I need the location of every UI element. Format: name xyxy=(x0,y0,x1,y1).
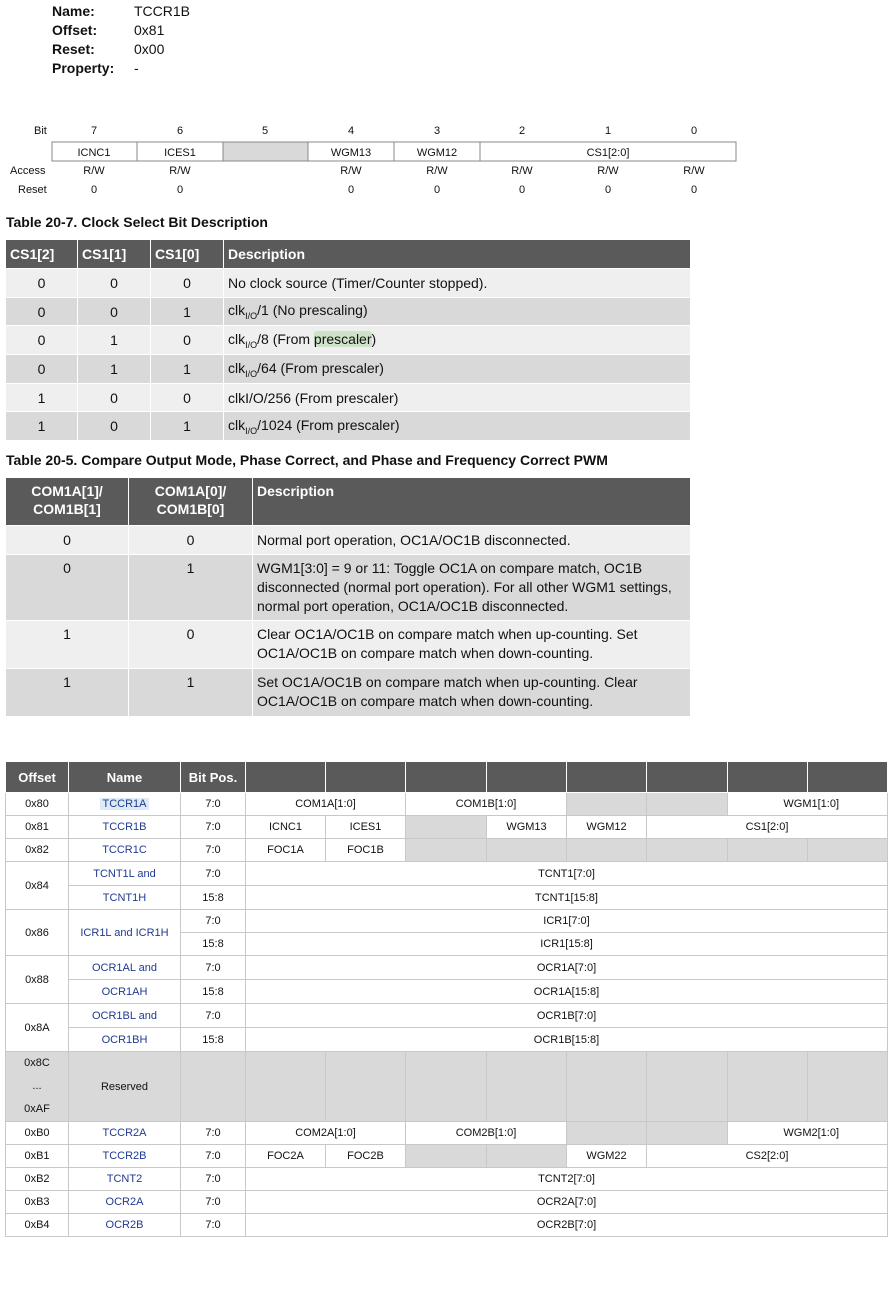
offset-cell: 0x8A xyxy=(6,1004,69,1052)
table-row xyxy=(6,1214,888,1237)
field-cell: WGM12 xyxy=(567,816,647,839)
table-row xyxy=(6,355,691,384)
bit-number-0: 0 xyxy=(690,125,698,137)
cell: 1 xyxy=(151,298,224,326)
table-row xyxy=(6,1168,888,1191)
table-header-row xyxy=(6,240,691,269)
cell: Normal port operation, OC1A/OC1B disconnected. xyxy=(253,526,691,555)
table-row xyxy=(6,956,888,980)
field-cell: WGM2[1:0] xyxy=(728,1122,888,1145)
access-label: Access xyxy=(10,165,46,177)
register-link-tcnt2[interactable]: TCNT2 xyxy=(69,1168,181,1191)
access-2: R/W xyxy=(511,165,533,177)
register-link-ocr1bh[interactable]: OCR1BH xyxy=(69,1028,181,1052)
bitpos-cell: 7:0 xyxy=(181,862,246,886)
field-cell: OCR2A[7:0] xyxy=(246,1191,888,1214)
cell: 0 xyxy=(6,526,129,555)
bitpos-cell: 7:0 xyxy=(181,1122,246,1145)
field-cell: WGM13 xyxy=(487,816,567,839)
col-header: Bit Pos. xyxy=(181,762,246,793)
cell-subscript: I/O xyxy=(245,368,258,379)
access-0: R/W xyxy=(683,165,705,177)
cell: 0 xyxy=(78,384,151,412)
field-cell: FOC1A xyxy=(246,839,326,862)
field-cell: CS2[2:0] xyxy=(647,1145,888,1168)
cell-text: /1024 (From prescaler) xyxy=(257,416,400,433)
bitpos-cell: 15:8 xyxy=(181,1028,246,1052)
col-header: Offset xyxy=(6,762,69,793)
register-link-tcnt1l[interactable]: TCNT1L and xyxy=(69,862,181,886)
bit-number-6: 6 xyxy=(176,125,184,137)
cell: 1 xyxy=(151,355,224,384)
field-cell: FOC1B xyxy=(326,839,406,862)
reset-4: 0 xyxy=(347,184,355,196)
cell: 1 xyxy=(151,412,224,441)
bit-diagram xyxy=(0,118,891,200)
table-row xyxy=(6,555,691,621)
register-link-ocr1bl[interactable]: OCR1BL and xyxy=(69,1004,181,1028)
access-7: R/W xyxy=(83,165,105,177)
cell: 0 xyxy=(78,298,151,326)
cell: 1 xyxy=(6,669,129,717)
cell: Clear OC1A/OC1B on compare match when up-counting. Set OC1A/OC1B on compare match when down-counting. xyxy=(253,621,691,669)
col-header: COM1A[0]/ COM1B[0] xyxy=(129,478,253,526)
field-cell: COM1B[1:0] xyxy=(406,793,567,816)
link-text[interactable]: TCCR1A xyxy=(102,798,147,810)
register-name: TCCR1B xyxy=(134,3,191,19)
col-header: COM1A[1]/ COM1B[1] xyxy=(6,478,129,526)
register-reset: 0x00 xyxy=(134,41,165,57)
reset-6: 0 xyxy=(176,184,184,196)
table-row xyxy=(6,384,691,412)
field-cell: TCNT2[7:0] xyxy=(246,1168,888,1191)
bitpos-cell: 7:0 xyxy=(181,1168,246,1191)
field-cell: ICES1 xyxy=(326,816,406,839)
offset-cell: 0xB0 xyxy=(6,1122,69,1145)
cell: 1 xyxy=(78,326,151,355)
reserved-label: Reserved xyxy=(69,1052,181,1122)
bit-field-cs1: CS1[2:0] xyxy=(586,147,630,159)
register-link-tccr1c[interactable]: TCCR1C xyxy=(69,839,181,862)
reset-label: Reset: xyxy=(52,41,95,57)
offset-cell: 0xB4 xyxy=(6,1214,69,1237)
table-row xyxy=(6,1191,888,1214)
bit-field-wgm12: WGM12 xyxy=(416,147,458,159)
table-row xyxy=(6,526,691,555)
field-cell: CS1[2:0] xyxy=(647,816,888,839)
clock-select-table xyxy=(5,239,691,441)
offset-cell xyxy=(6,1052,69,1122)
reset-3: 0 xyxy=(433,184,441,196)
reserved-cell xyxy=(567,839,647,862)
reset-7: 0 xyxy=(90,184,98,196)
access-1: R/W xyxy=(597,165,619,177)
bit-number-5: 5 xyxy=(261,125,269,137)
reserved-cell xyxy=(406,1145,487,1168)
register-link-icr1[interactable]: ICR1L and ICR1H xyxy=(69,910,181,956)
field-cell: WGM1[1:0] xyxy=(728,793,888,816)
offset-cell: 0x86 xyxy=(6,910,69,956)
cell: 0 xyxy=(6,326,78,355)
offset-end: 0xAF xyxy=(24,1103,50,1115)
table-row xyxy=(6,326,691,355)
bit-field-icnc1: ICNC1 xyxy=(77,147,111,159)
cell xyxy=(224,269,691,298)
register-link-ocr1al[interactable]: OCR1AL and xyxy=(69,956,181,980)
field-cell: OCR1B[15:8] xyxy=(246,1028,888,1052)
bit-number-2: 2 xyxy=(518,125,526,137)
field-cell: COM1A[1:0] xyxy=(246,793,406,816)
register-link-ocr2a[interactable]: OCR2A xyxy=(69,1191,181,1214)
bit-field-wgm13: WGM13 xyxy=(330,147,372,159)
cell xyxy=(224,298,691,326)
bitpos-cell: 7:0 xyxy=(181,1145,246,1168)
offset-cell: 0xB1 xyxy=(6,1145,69,1168)
cell: 1 xyxy=(6,621,129,669)
table-caption-compare-output: Table 20-5. Compare Output Mode, Phase Correct, and Phase and Frequency Correct PWM xyxy=(6,452,608,468)
cell: 0 xyxy=(151,269,224,298)
table-row xyxy=(6,910,888,933)
field-cell: ICR1[15:8] xyxy=(246,933,888,956)
cell: 1 xyxy=(6,384,78,412)
cell-subscript: I/O xyxy=(245,339,258,350)
reset-0: 0 xyxy=(690,184,698,196)
col-header: Name xyxy=(69,762,181,793)
reserved-cell xyxy=(487,1145,567,1168)
reserved-cell xyxy=(487,839,567,862)
table-row xyxy=(6,839,888,862)
cell-subscript: I/O xyxy=(245,425,258,436)
cell xyxy=(224,384,691,412)
bitpos-cell: 15:8 xyxy=(181,980,246,1004)
offset-start: 0x8C xyxy=(24,1057,50,1069)
col-header: CS1[2] xyxy=(6,240,78,269)
register-offset: 0x81 xyxy=(134,22,165,38)
bitpos-cell: 7:0 xyxy=(181,1214,246,1237)
offset-cell: 0x84 xyxy=(6,862,69,910)
cell: 1 xyxy=(6,412,78,441)
cell: 0 xyxy=(6,355,78,384)
reserved-cell xyxy=(567,1122,647,1145)
offset-cell: 0x82 xyxy=(6,839,69,862)
cell-text: No clock source (Timer/Counter stopped). xyxy=(228,275,488,291)
table-row xyxy=(6,793,888,816)
name-label: Name: xyxy=(52,3,95,19)
cell-text: ) xyxy=(371,330,377,347)
table-row xyxy=(6,412,691,441)
access-4: R/W xyxy=(340,165,362,177)
cell-text: /8 (From xyxy=(257,330,314,347)
register-property: - xyxy=(134,60,139,76)
cell: 0 xyxy=(6,269,78,298)
bit-field-ices1: ICES1 xyxy=(164,147,196,159)
cell-text: clk xyxy=(228,330,246,347)
offset-cell: 0x88 xyxy=(6,956,69,1004)
table-row-reserved xyxy=(6,1052,888,1122)
col-header: Description xyxy=(253,478,691,526)
table-row xyxy=(6,862,888,886)
bitpos-cell: 7:0 xyxy=(181,956,246,980)
cell: Set OC1A/OC1B on compare match when up-counting. Clear OC1A/OC1B on compare match when down-counting. xyxy=(253,669,691,717)
table-row xyxy=(6,980,888,1004)
field-cell: WGM22 xyxy=(567,1145,647,1168)
offset-cell: 0x80 xyxy=(6,793,69,816)
offset-ellipsis: ... xyxy=(32,1080,42,1092)
reserved-cell xyxy=(647,839,728,862)
table-row xyxy=(6,669,691,717)
field-cell: TCNT1[15:8] xyxy=(246,886,888,910)
bitpos-cell: 7:0 xyxy=(181,1004,246,1028)
cell-text: clk xyxy=(228,416,246,433)
property-label: Property: xyxy=(52,60,115,76)
table-caption-clock-select: Table 20-7. Clock Select Bit Description xyxy=(6,214,268,230)
register-link-ocr2b[interactable]: OCR2B xyxy=(69,1214,181,1237)
reset-row-label: Reset xyxy=(18,184,47,196)
cell: 0 xyxy=(78,269,151,298)
cell: 0 xyxy=(6,555,129,621)
reserved-cell xyxy=(406,839,487,862)
reserved-cell xyxy=(647,793,728,816)
reserved-cell xyxy=(567,793,647,816)
field-cell: ICR1[7:0] xyxy=(246,910,888,933)
col-header: CS1[0] xyxy=(151,240,224,269)
cell: 0 xyxy=(129,526,253,555)
register-link-tccr1b[interactable]: TCCR1B xyxy=(69,816,181,839)
bit-number-4: 4 xyxy=(347,125,355,137)
field-cell: ICNC1 xyxy=(246,816,326,839)
cell: WGM1[3:0] = 9 or 11: Toggle OC1A on compare match, OC1B disconnected (normal port operation). For all other WGM1 settings, normal port operation, OC1A/OC1B disconnected. xyxy=(253,555,691,621)
register-link-tccr2a[interactable]: TCCR2A xyxy=(69,1122,181,1145)
cell: 0 xyxy=(129,621,253,669)
search-highlight: prescaler xyxy=(313,330,372,347)
offset-cell: 0xB2 xyxy=(6,1168,69,1191)
offset-label: Offset: xyxy=(52,22,98,38)
table-row xyxy=(6,886,888,910)
table-row xyxy=(6,298,691,326)
reset-2: 0 xyxy=(518,184,526,196)
bitpos-cell: 15:8 xyxy=(181,933,246,956)
cell: 0 xyxy=(151,326,224,355)
bit-field-reserved xyxy=(223,142,308,161)
access-6: R/W xyxy=(169,165,191,177)
bit-number-3: 3 xyxy=(433,125,441,137)
bitpos-cell: 7:0 xyxy=(181,816,246,839)
bit-number-7: 7 xyxy=(90,125,98,137)
bitpos-cell: 15:8 xyxy=(181,886,246,910)
register-link-tccr2b[interactable]: TCCR2B xyxy=(69,1145,181,1168)
field-cell: OCR1B[7:0] xyxy=(246,1004,888,1028)
register-link-tccr1a[interactable] xyxy=(69,793,181,816)
cell: 0 xyxy=(6,298,78,326)
access-3: R/W xyxy=(426,165,448,177)
cell-text: clkI/O/256 (From prescaler) xyxy=(228,389,399,406)
table-row xyxy=(6,1145,888,1168)
table-header-row xyxy=(6,478,691,526)
field-cell: FOC2B xyxy=(326,1145,406,1168)
field-cell: FOC2A xyxy=(246,1145,326,1168)
cell-text: clk xyxy=(228,302,246,319)
reserved-cell xyxy=(808,839,888,862)
cell-subscript: I/O xyxy=(245,310,258,321)
bitpos-cell: 7:0 xyxy=(181,1191,246,1214)
offset-cell: 0xB3 xyxy=(6,1191,69,1214)
reset-1: 0 xyxy=(604,184,612,196)
bitpos-cell: 7:0 xyxy=(181,910,246,933)
cell: 1 xyxy=(129,669,253,717)
table-row xyxy=(6,1122,888,1145)
bit-number-1: 1 xyxy=(604,125,612,137)
col-header: Description xyxy=(224,240,691,269)
bitpos-cell: 7:0 xyxy=(181,793,246,816)
table-row xyxy=(6,269,691,298)
col-header: CS1[1] xyxy=(78,240,151,269)
cell: 0 xyxy=(151,384,224,412)
cell-text: /1 (No prescaling) xyxy=(257,302,368,319)
cell-text: /64 (From prescaler) xyxy=(257,359,384,376)
reserved-cell xyxy=(406,816,487,839)
cell xyxy=(224,326,691,355)
offset-cell: 0x81 xyxy=(6,816,69,839)
cell: 1 xyxy=(129,555,253,621)
field-cell: COM2B[1:0] xyxy=(406,1122,567,1145)
table-row xyxy=(6,1004,888,1028)
field-cell: OCR1A[7:0] xyxy=(246,956,888,980)
field-cell: OCR2B[7:0] xyxy=(246,1214,888,1237)
table-row xyxy=(6,816,888,839)
register-link-tcnt1h[interactable]: TCNT1H xyxy=(69,886,181,910)
reserved-cell xyxy=(728,839,808,862)
summary-header-row xyxy=(6,762,888,793)
cell xyxy=(224,355,691,384)
table-row xyxy=(6,1028,888,1052)
reserved-cell xyxy=(647,1122,728,1145)
compare-output-table xyxy=(5,477,691,717)
cell-text: clk xyxy=(228,359,246,376)
field-cell: TCNT1[7:0] xyxy=(246,862,888,886)
bitpos-cell: 7:0 xyxy=(181,839,246,862)
field-cell: OCR1A[15:8] xyxy=(246,980,888,1004)
table-row xyxy=(6,621,691,669)
field-cell: COM2A[1:0] xyxy=(246,1122,406,1145)
cell: 0 xyxy=(78,412,151,441)
bit-label: Bit xyxy=(34,125,47,137)
cell xyxy=(224,412,691,441)
cell: 1 xyxy=(78,355,151,384)
register-link-ocr1ah[interactable]: OCR1AH xyxy=(69,980,181,1004)
register-summary-table xyxy=(5,761,888,1237)
